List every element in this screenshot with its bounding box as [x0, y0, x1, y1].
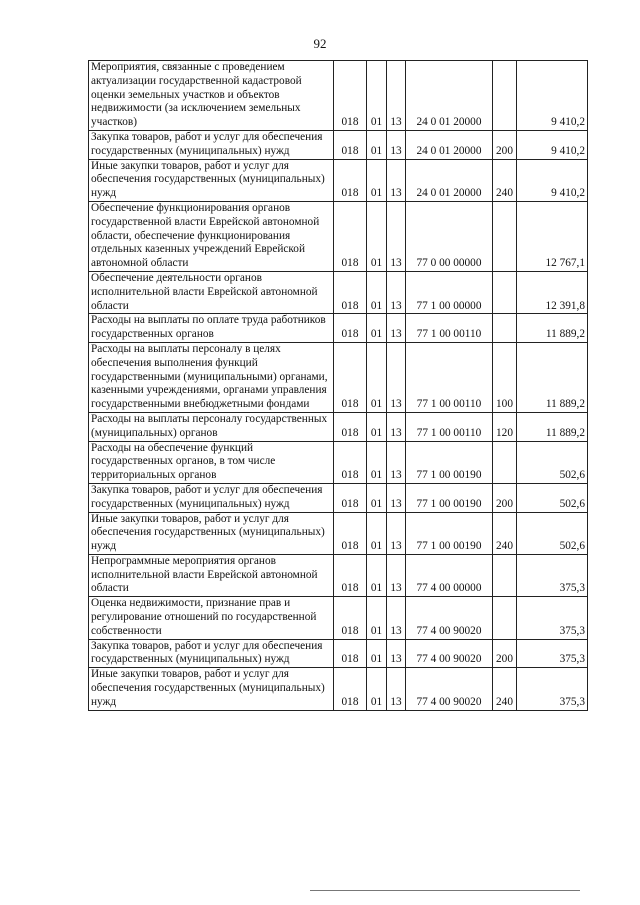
table-row [89, 342, 588, 412]
ministry-code-cell: 018 [334, 483, 367, 512]
table-row [89, 668, 588, 710]
table-row [89, 512, 588, 554]
section-code-cell: 01 [367, 512, 387, 554]
expense-type-cell [493, 61, 517, 131]
table-row [89, 441, 588, 483]
target-article-cell: 24 0 01 20000 [406, 61, 493, 131]
subsection-code-cell: 13 [387, 314, 406, 343]
ministry-code-cell: 018 [334, 130, 367, 159]
section-code-cell: 01 [367, 412, 387, 441]
target-article-cell: 24 0 01 20000 [406, 130, 493, 159]
target-article-cell: 77 4 00 90020 [406, 597, 493, 639]
item-name-cell: Расходы на выплаты персоналу в целях обеспечения выполнения функций государственными (муниципальными) органами, казенными учреждениями, органами управления государственными внебюджетными фондами [89, 342, 334, 412]
expense-type-cell [493, 441, 517, 483]
amount-cell: 9 410,2 [517, 61, 588, 131]
table-row [89, 412, 588, 441]
subsection-code-cell: 13 [387, 159, 406, 201]
ministry-code-cell: 018 [334, 342, 367, 412]
expense-type-cell: 200 [493, 483, 517, 512]
item-name-cell: Обеспечение деятельности органов исполнительной власти Еврейской автономной области [89, 271, 334, 313]
target-article-cell: 77 4 00 90020 [406, 639, 493, 668]
amount-cell: 502,6 [517, 512, 588, 554]
amount-cell: 502,6 [517, 483, 588, 512]
expense-type-cell: 120 [493, 412, 517, 441]
table-row [89, 271, 588, 313]
target-article-cell: 77 1 00 00190 [406, 441, 493, 483]
item-name-cell: Иные закупки товаров, работ и услуг для обеспечения государственных (муниципальных) нужд [89, 159, 334, 201]
section-code-cell: 01 [367, 668, 387, 710]
table-row [89, 130, 588, 159]
section-code-cell: 01 [367, 342, 387, 412]
ministry-code-cell: 018 [334, 61, 367, 131]
subsection-code-cell: 13 [387, 342, 406, 412]
expense-type-cell: 200 [493, 639, 517, 668]
expense-type-cell: 100 [493, 342, 517, 412]
amount-cell: 375,3 [517, 668, 588, 710]
target-article-cell: 77 1 00 00190 [406, 483, 493, 512]
section-code-cell: 01 [367, 271, 387, 313]
amount-cell: 12 391,8 [517, 271, 588, 313]
expense-type-cell [493, 597, 517, 639]
table-row [89, 201, 588, 271]
subsection-code-cell: 13 [387, 597, 406, 639]
ministry-code-cell: 018 [334, 201, 367, 271]
section-code-cell: 01 [367, 597, 387, 639]
subsection-code-cell: 13 [387, 639, 406, 668]
amount-cell: 502,6 [517, 441, 588, 483]
section-code-cell: 01 [367, 201, 387, 271]
expense-type-cell [493, 271, 517, 313]
ministry-code-cell: 018 [334, 668, 367, 710]
amount-cell: 11 889,2 [517, 412, 588, 441]
item-name-cell: Закупка товаров, работ и услуг для обеспечения государственных (муниципальных) нужд [89, 483, 334, 512]
ministry-code-cell: 018 [334, 314, 367, 343]
section-code-cell: 01 [367, 639, 387, 668]
expense-type-cell: 240 [493, 668, 517, 710]
budget-table-body [89, 61, 588, 711]
target-article-cell: 77 1 00 00110 [406, 314, 493, 343]
ministry-code-cell: 018 [334, 271, 367, 313]
amount-cell: 375,3 [517, 597, 588, 639]
subsection-code-cell: 13 [387, 668, 406, 710]
item-name-cell: Иные закупки товаров, работ и услуг для обеспечения государственных (муниципальных) нужд [89, 512, 334, 554]
item-name-cell: Расходы на выплаты персоналу государственных (муниципальных) органов [89, 412, 334, 441]
table-row [89, 61, 588, 131]
target-article-cell: 77 1 00 00110 [406, 342, 493, 412]
item-name-cell: Расходы на обеспечение функций государственных органов, в том числе территориальных органов [89, 441, 334, 483]
table-row [89, 554, 588, 596]
item-name-cell: Оценка недвижимости, признание прав и регулирование отношений по государственной собственности [89, 597, 334, 639]
amount-cell: 11 889,2 [517, 342, 588, 412]
subsection-code-cell: 13 [387, 61, 406, 131]
target-article-cell: 77 4 00 00000 [406, 554, 493, 596]
page-number: 92 [313, 36, 327, 51]
ministry-code-cell: 018 [334, 159, 367, 201]
target-article-cell: 24 0 01 20000 [406, 159, 493, 201]
ministry-code-cell: 018 [334, 639, 367, 668]
ministry-code-cell: 018 [334, 441, 367, 483]
amount-cell: 9 410,2 [517, 130, 588, 159]
ministry-code-cell: 018 [334, 412, 367, 441]
subsection-code-cell: 13 [387, 130, 406, 159]
table-row [89, 314, 588, 343]
target-article-cell: 77 1 00 00190 [406, 512, 493, 554]
subsection-code-cell: 13 [387, 512, 406, 554]
section-code-cell: 01 [367, 483, 387, 512]
budget-table [88, 60, 588, 711]
table-row [89, 597, 588, 639]
item-name-cell: Мероприятия, связанные с проведением актуализации государственной кадастровой оценки земельных участков и объектов недвижимости (за исключением земельных участков) [89, 61, 334, 131]
amount-cell: 9 410,2 [517, 159, 588, 201]
amount-cell: 375,3 [517, 554, 588, 596]
table-row [89, 483, 588, 512]
subsection-code-cell: 13 [387, 554, 406, 596]
ministry-code-cell: 018 [334, 597, 367, 639]
item-name-cell: Закупка товаров, работ и услуг для обеспечения государственных (муниципальных) нужд [89, 130, 334, 159]
section-code-cell: 01 [367, 130, 387, 159]
item-name-cell: Обеспечение функционирования органов государственной власти Еврейской автономной области, обеспечение функционирования отдельных казенных учреждений Еврейской автономной области [89, 201, 334, 271]
item-name-cell: Закупка товаров, работ и услуг для обеспечения государственных (муниципальных) нужд [89, 639, 334, 668]
expense-type-cell: 240 [493, 512, 517, 554]
subsection-code-cell: 13 [387, 441, 406, 483]
section-code-cell: 01 [367, 61, 387, 131]
amount-cell: 375,3 [517, 639, 588, 668]
expense-type-cell [493, 554, 517, 596]
item-name-cell: Непрограммные мероприятия органов исполнительной власти Еврейской автономной области [89, 554, 334, 596]
amount-cell: 12 767,1 [517, 201, 588, 271]
section-code-cell: 01 [367, 554, 387, 596]
amount-cell: 11 889,2 [517, 314, 588, 343]
subsection-code-cell: 13 [387, 271, 406, 313]
subsection-code-cell: 13 [387, 483, 406, 512]
target-article-cell: 77 4 00 90020 [406, 668, 493, 710]
footer-line [310, 890, 580, 891]
target-article-cell: 77 0 00 00000 [406, 201, 493, 271]
subsection-code-cell: 13 [387, 412, 406, 441]
ministry-code-cell: 018 [334, 554, 367, 596]
expense-type-cell [493, 201, 517, 271]
item-name-cell: Расходы на выплаты по оплате труда работников государственных органов [89, 314, 334, 343]
section-code-cell: 01 [367, 441, 387, 483]
item-name-cell: Иные закупки товаров, работ и услуг для обеспечения государственных (муниципальных) нужд [89, 668, 334, 710]
table-row [89, 159, 588, 201]
subsection-code-cell: 13 [387, 201, 406, 271]
expense-type-cell [493, 314, 517, 343]
expense-type-cell: 240 [493, 159, 517, 201]
section-code-cell: 01 [367, 159, 387, 201]
target-article-cell: 77 1 00 00110 [406, 412, 493, 441]
expense-type-cell: 200 [493, 130, 517, 159]
section-code-cell: 01 [367, 314, 387, 343]
table-row [89, 639, 588, 668]
ministry-code-cell: 018 [334, 512, 367, 554]
target-article-cell: 77 1 00 00000 [406, 271, 493, 313]
